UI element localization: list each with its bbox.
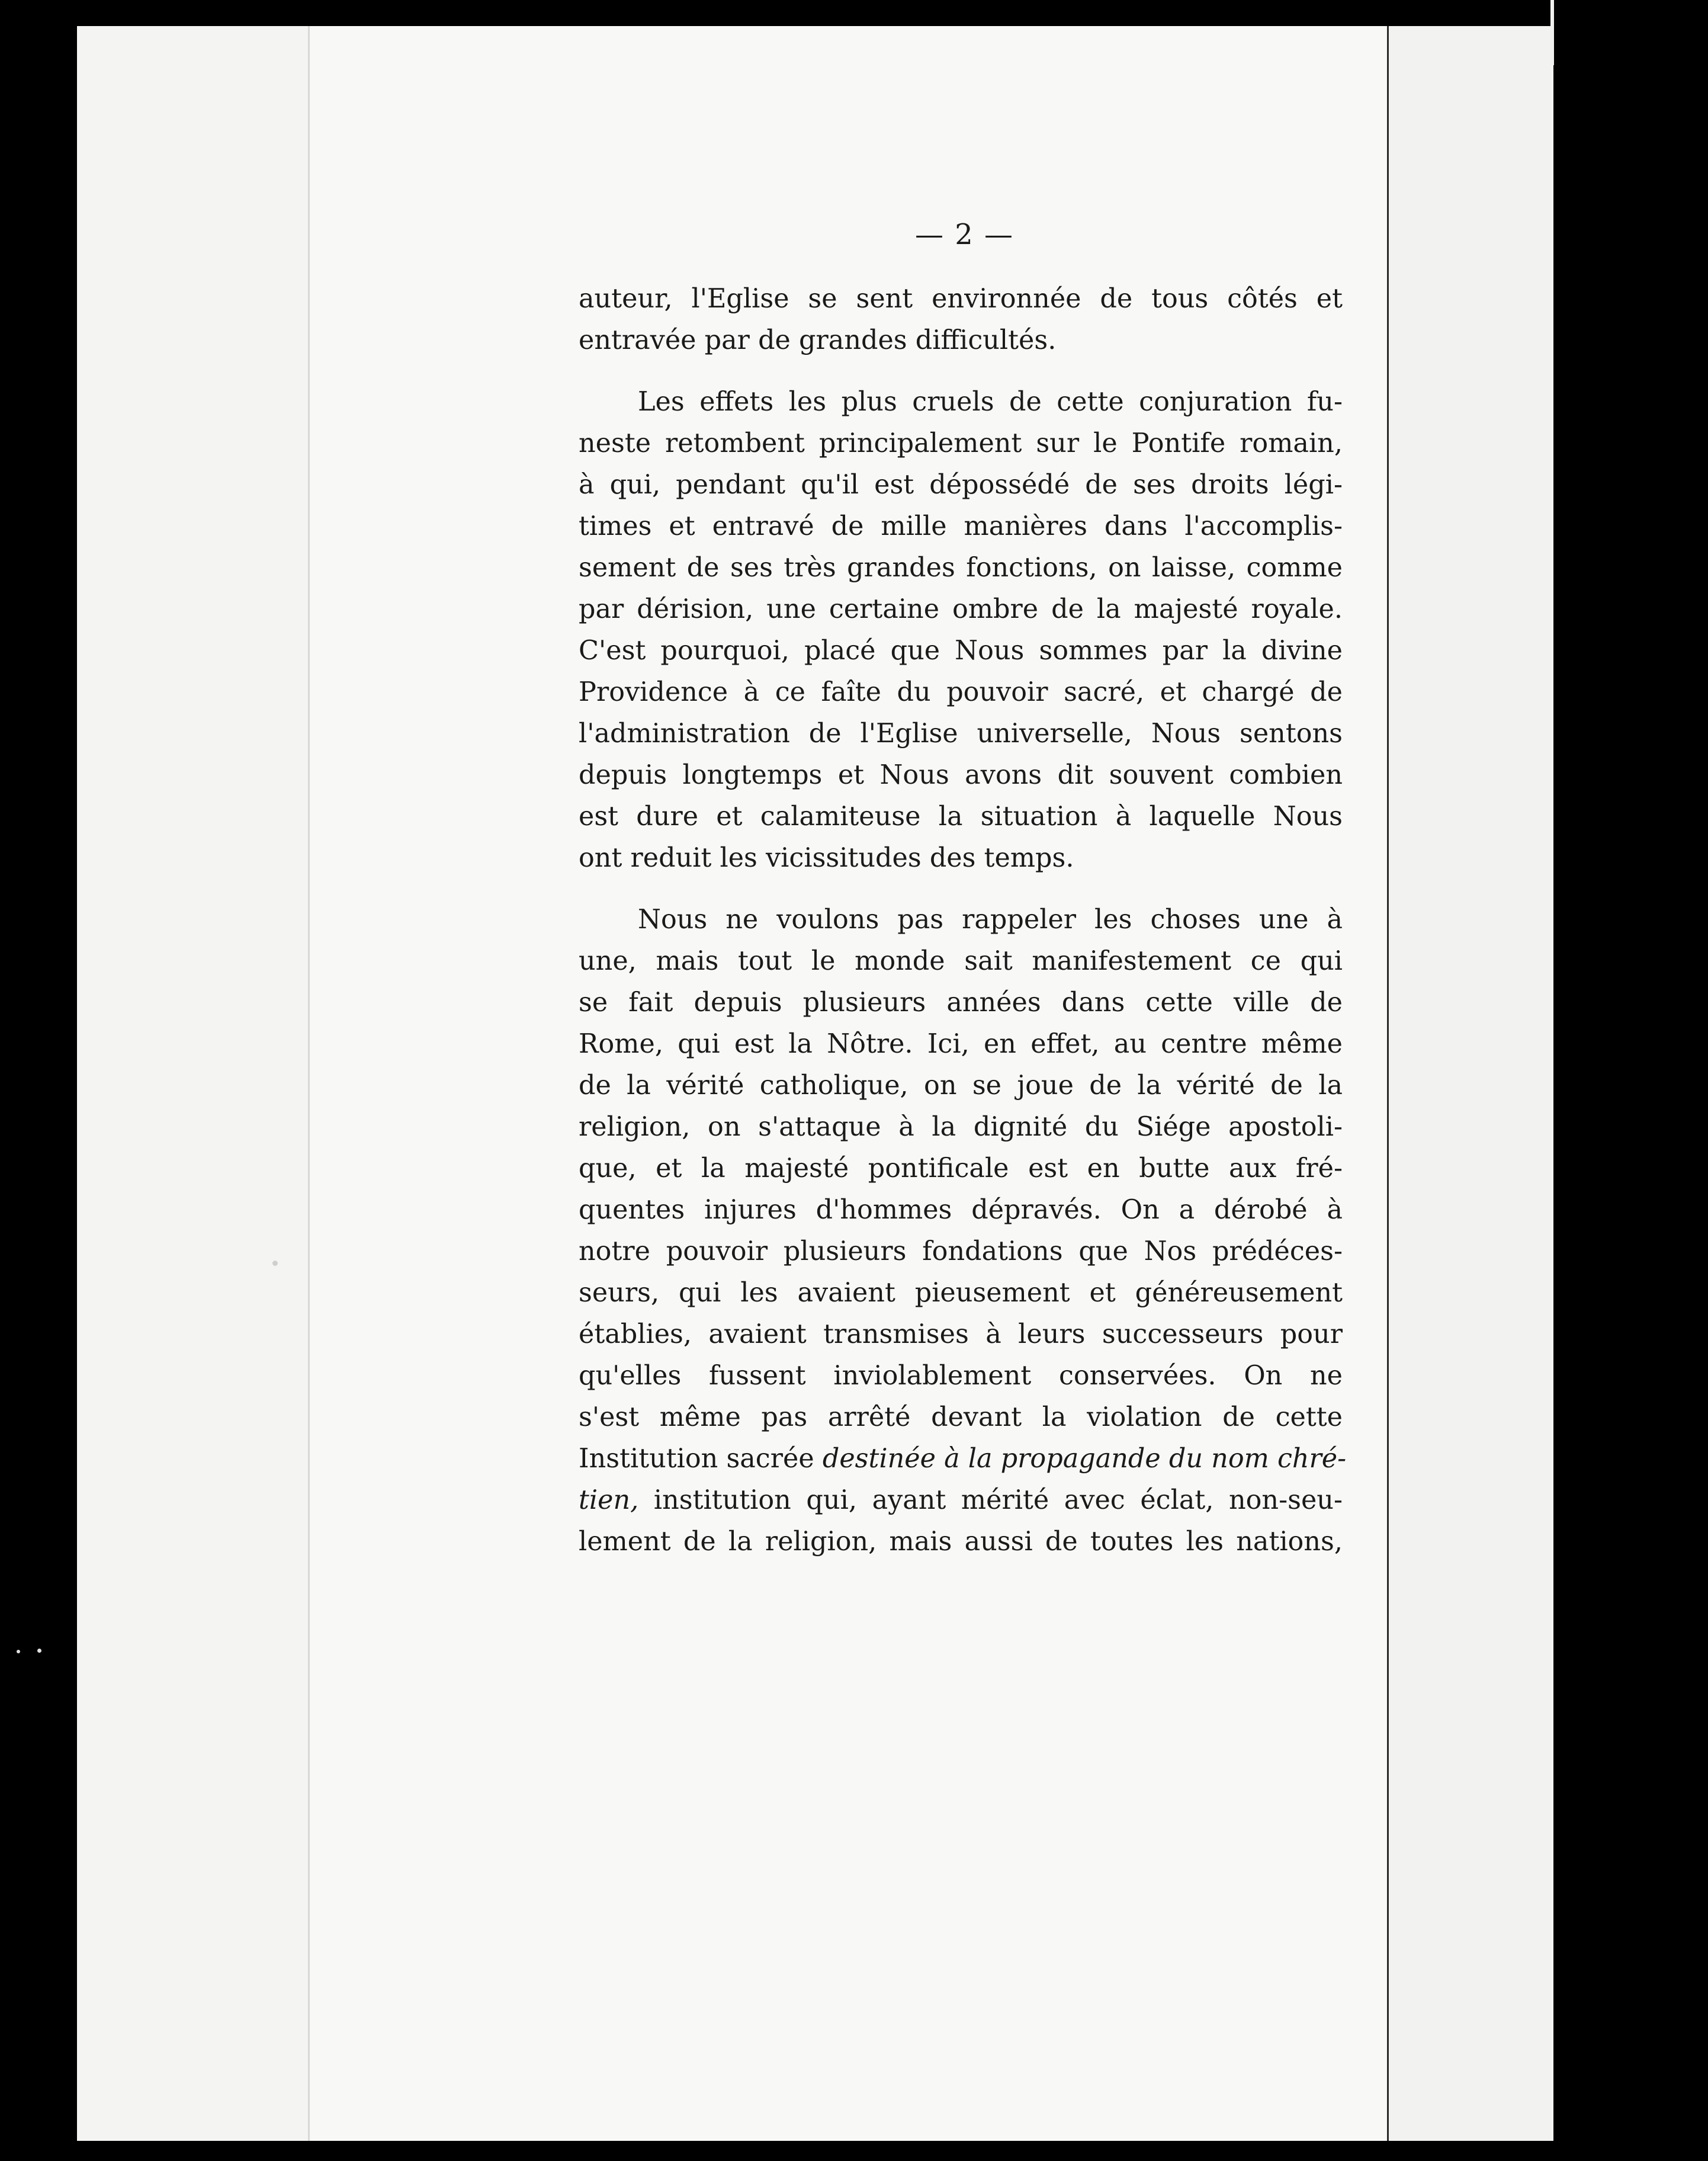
scan-speck — [17, 1650, 20, 1653]
text-line — [579, 1438, 1347, 1480]
italic-text-run: destinée à la propagande du nom chré- — [822, 1444, 1347, 1474]
text-line: lement de la religion, mais aussi de toutes les nations, — [579, 1527, 1343, 1557]
text-line: établies, avaient transmises à leurs successeurs pour — [579, 1319, 1343, 1349]
text-line: de la vérité catholique, on se joue de la vérité de la — [579, 1070, 1343, 1101]
text-line: neste retombent principalement sur le Pontife romain, — [579, 428, 1343, 459]
paragraph-2 — [579, 381, 1343, 879]
text-line: quentes injures d'hommes dépravés. On a dérobé à — [579, 1195, 1343, 1225]
text-line: ont reduit les vicissitudes des temps. — [579, 843, 1074, 873]
italic-text-run: tien, — [579, 1485, 639, 1515]
scan-speck — [272, 1261, 278, 1266]
text-line: Nous ne voulons pas rappeler les choses une à — [638, 905, 1343, 935]
edge-mark — [1550, 0, 1554, 65]
text-line: que, et la majesté pontificale est en butte aux fré- — [579, 1153, 1343, 1184]
text-line: à qui, pendant qu'il est dépossédé de ses droits légi- — [579, 470, 1343, 500]
paragraph-1 — [579, 278, 1343, 361]
text-line: entravée par de grandes difficultés. — [579, 325, 1057, 355]
text-line: Providence à ce faîte du pouvoir sacré, et chargé de — [579, 677, 1343, 707]
text-line: sement de ses très grandes fonctions, on laisse, comme — [579, 553, 1343, 583]
text-line: depuis longtemps et Nous avons dit souvent combien — [579, 760, 1343, 790]
text-line: est dure et calamiteuse la situation à laquelle Nous — [579, 801, 1343, 832]
text-line: times et entravé de mille manières dans l'accomplis- — [579, 511, 1343, 541]
scan-speck — [37, 1649, 41, 1653]
adjacent-page-strip — [1389, 26, 1552, 2141]
page-number: — 2 — — [915, 218, 1014, 251]
text-run: institution qui, ayant mérité avec éclat, non-seu- — [638, 1485, 1343, 1515]
text-line: Rome, qui est la Nôtre. Ici, en effet, au centre même — [579, 1029, 1343, 1059]
text-line: C'est pourquoi, placé que Nous sommes par la divine — [579, 636, 1343, 666]
text-line: Les effets les plus cruels de cette conjuration fu- — [638, 387, 1343, 417]
text-line: s'est même pas arrêté devant la violation de cette — [579, 1402, 1343, 1432]
text-line: seurs, qui les avaient pieusement et généreusement — [579, 1278, 1343, 1308]
text-line: par dérision, une certaine ombre de la majesté royale. — [579, 594, 1343, 624]
text-run: Institution sacrée — [579, 1444, 823, 1474]
text-line: auteur, l'Eglise se sent environnée de tous côtés et — [579, 284, 1343, 314]
text-line: se fait depuis plusieurs années dans cette ville de — [579, 987, 1343, 1018]
paragraph-3 — [579, 899, 1347, 1563]
text-line — [579, 1480, 1343, 1521]
text-line: notre pouvoir plusieurs fondations que Nos prédéces- — [579, 1236, 1343, 1267]
text-line: une, mais tout le monde sait manifestement ce qui — [579, 946, 1343, 976]
body-text — [579, 278, 1347, 1563]
text-line: religion, on s'attaque à la dignité du Siége apostoli- — [579, 1112, 1343, 1142]
text-line: qu'elles fussent inviolablement conservées. On ne — [579, 1361, 1343, 1391]
text-line: l'administration de l'Eglise universelle, Nous sentons — [579, 719, 1343, 749]
